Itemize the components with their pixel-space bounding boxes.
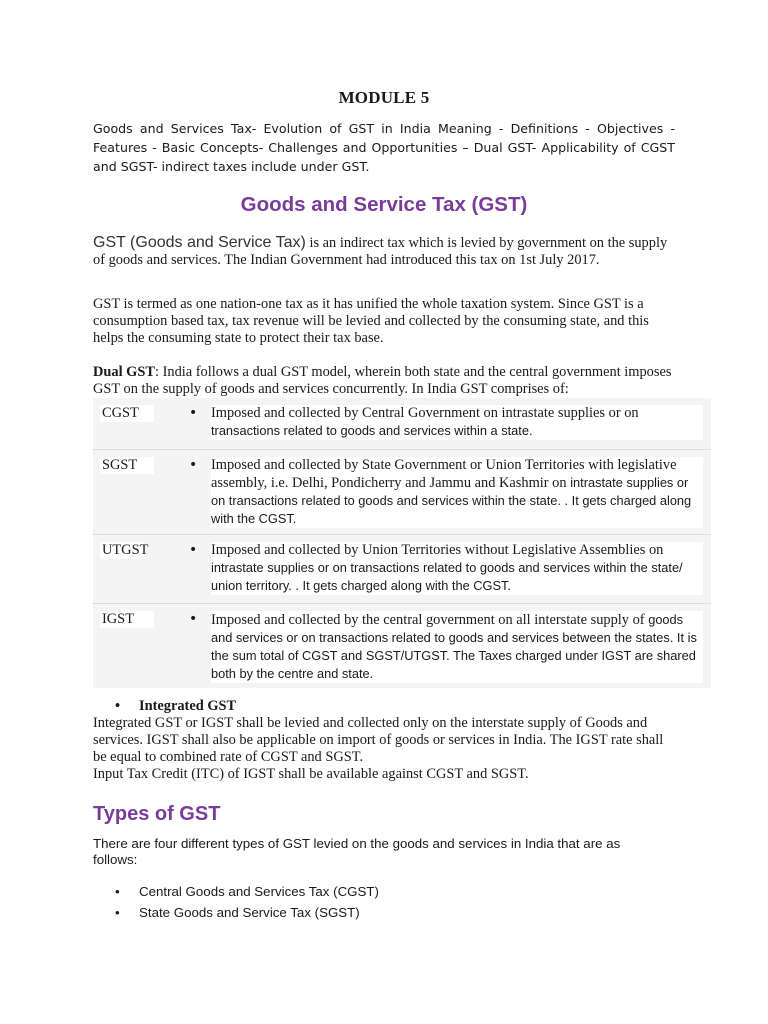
gst-code: SGST: [100, 457, 154, 474]
gst-description: [211, 457, 703, 528]
table-row: [93, 535, 711, 604]
integrated-gst-section: [93, 698, 675, 783]
gst-code: UTGST: [102, 542, 149, 558]
list-item: • Central Goods and Services Tax (CGST): [93, 881, 379, 902]
gst-description: [211, 405, 703, 440]
gst-description: [211, 542, 703, 595]
gst-description-sans: intrastate supplies or on transactions related to goods and services within the state/ union territory. . It gets charged along with the CGST.: [211, 560, 683, 593]
dual-gst-label: Dual GST: [93, 364, 155, 380]
types-of-gst-heading: Types of GST: [93, 803, 221, 825]
one-nation-one-tax-paragraph: GST is termed as one nation-one tax as it has unified the whole taxation system. Since GST is a consumption based tax, tax revenue will be levied and collected by the consuming state, and this helps the consuming state to protect their tax base.: [93, 296, 649, 346]
gst-description-sans: intrastate supplies or on transactions related to goods and services within the state. . It gets charged along with the CGST.: [211, 475, 692, 526]
integrated-gst-heading-text: Integrated GST: [139, 698, 237, 714]
integrated-gst-body: Integrated GST or IGST shall be levied and collected only on the interstate supply of Goods and services. IGST shall also be applicable on import of goods or services in India. The IGST rate shall be equal to combined rate of CGST and SGST.: [93, 715, 664, 765]
gst-description-sans: transactions related to goods and services within a state.: [211, 423, 533, 438]
module-title: MODULE 5: [338, 88, 430, 107]
gst-description-sans: goods and services or on transactions related to goods and services between the states. It is the sum total of CGST and SGST/UTGST. The Taxes charged under IGST are shared both by the centre and state.: [211, 612, 697, 681]
gst-description-serif: Imposed and collected by the central government on all interstate supply of: [211, 612, 645, 628]
bullet-icon: •: [189, 457, 198, 473]
gst-heading: Goods and Service Tax (GST): [240, 193, 528, 216]
table-row: [93, 450, 711, 535]
integrated-gst-heading: [93, 698, 675, 715]
bullet-icon: •: [189, 405, 198, 421]
gst-definition-lead: GST (Goods and Service Tax): [93, 234, 306, 251]
types-of-gst-list: [93, 881, 379, 923]
module-intro: Goods and Services Tax- Evolution of GST in India Meaning - Definitions - Objectives - Features - Basic Concepts- Challenges and Opportunities – Dual GST- Applicability of CGST and SGST- indirect taxes include under GST.: [93, 121, 675, 174]
table-row: [93, 604, 711, 688]
dual-gst-paragraph: [93, 364, 677, 398]
gst-code: CGST: [100, 405, 154, 422]
gst-description: [211, 611, 703, 683]
gst-types-table: [93, 398, 711, 688]
dual-gst-text: : India follows a dual GST model, wherein both state and the central government imposes GST on the supply of goods and services concurrently. In India GST comprises of:: [93, 364, 672, 397]
gst-description-serif: Imposed and collected by Central Government on intrastate supplies or on: [211, 405, 639, 421]
gst-definition-paragraph: [93, 234, 677, 269]
gst-definition-text: is an indirect tax which is levied by government on the supply of goods and services. The Indian Government had introduced this tax on 1st July 2017.: [93, 235, 668, 268]
bullet-icon: •: [189, 611, 198, 627]
table-row: [93, 398, 711, 450]
list-item: • State Goods and Service Tax (SGST): [93, 902, 379, 923]
gst-code: IGST: [100, 611, 154, 628]
gst-description-serif: Imposed and collected by State Government or Union Territories with legislative assembly, i.e. Delhi, Pondicherry and Jammu and Kashmir on: [211, 457, 677, 491]
bullet-icon: •: [189, 542, 198, 558]
types-of-gst-intro: There are four different types of GST levied on the goods and services in India that are as follows:: [93, 836, 621, 867]
integrated-gst-itc: Input Tax Credit (ITC) of IGST shall be available against CGST and SGST.: [93, 766, 529, 782]
gst-description-serif: Imposed and collected by Union Territories without Legislative Assemblies on: [211, 542, 664, 558]
